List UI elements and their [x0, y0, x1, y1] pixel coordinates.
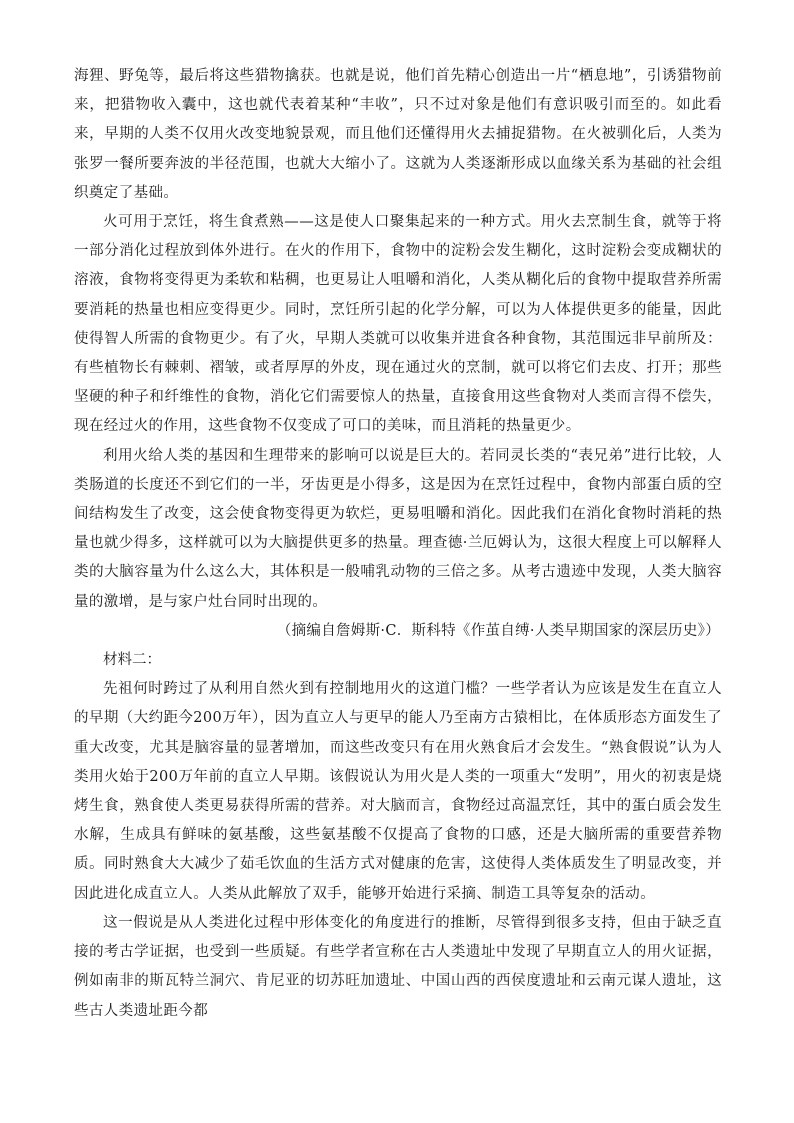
- paragraph-genes-physiology: 利用火给人类的基因和生理带来的影响可以说是巨大的。若同灵长类的“表兄弟”进行比较，人类肠道的长度还不到它们的一半，牙齿更是小得多，这是因为在烹饪过程中，食物内部蛋白质的空间结构发生了改变，这会使食物变得更为软烂，更易咀嚼和消化。因此我们在消化食物时消耗的热量也就少得多，这样就可以为大脑提供更多的热量。理查德·兰厄姆认为，这很大程度上可以解释人类的大脑容量为什么这么大，其体积是一般哺乳动物的三倍之多。从考古遗迹中发现，人类大脑容量的激增，是与家户灶台同时出现的。: [74, 447, 722, 610]
- paragraph-material1-continued: 海狸、野兔等，最后将这些猎物擒获。也就是说，他们首先精心创造出一片“栖息地”，引诱猎物前来，把猎物收入囊中，这也就代表着某种“丰收”，只不过对象是他们有意识吸引而至的。如此看来，早期的人类不仅用火改变地貌景观，而且他们还懂得用火去捕捉猎物。在火被驯化后，人类为张罗一餐所要奔波的半径范围，也就大大缩小了。这就为人类逐渐形成以血缘关系为基础的社会组织奠定了基础。: [74, 68, 722, 201]
- document-page: [74, 62, 722, 1026]
- paragraph-cooking: 火可用于烹饪，将生食煮熟——这是使人口聚集起来的一种方式。用火去烹制生食，就等于将一部分消化过程放到体外进行。在火的作用下，食物中的淀粉会发生糊化，这时淀粉会变成糊状的溶液，食物将变得更为柔软和粘稠，也更易让人咀嚼和消化，人类从糊化后的食物中提取营养所需要消耗的热量也相应变得更少。同时，烹饪所引起的化学分解，可以为人体提供更多的能量，因此使得智人所需的食物更少。有了火，早期人类就可以收集并进食各种食物，其范围远非早前所及：有些植物长有棘刺、褶皱，或者厚厚的外皮，现在通过火的烹制，就可以将它们去皮、打开；那些坚硬的种子和纤维性的食物，消化它们需要惊人的热量，直接食用这些食物对人类而言得不偿失，现在经过火的作用，这些食物不仅变成了可口的美味，而且消耗的热量更少。: [74, 214, 722, 435]
- paragraph-cooked-food-hypothesis: 先祖何时跨过了从利用自然火到有控制地用火的这道门槛？一些学者认为应该是发生在直立人的早期（大约距今200万年），因为直立人与更早的能人乃至南方古猿相比，在体质形态方面发生了重大改变，尤其是脑容量的显著增加，而这些改变只有在用火熟食后才会发生。“熟食假说”认为人类用火始于200万年前的直立人早期。该假说认为用火是人类的一项重大“发明”，用火的初衷是烧烤生食，熟食使人类更易获得所需的营养。对大脑而言，食物经过高温烹饪，其中的蛋白质会发生水解，生成具有鲜味的氨基酸，这些氨基酸不仅提高了食物的口感，还是大脑所需的重要营养物质。同时熟食大大减少了茹毛饮血的生活方式对健康的危害，这使得人类体质发生了明显改变，并因此进化成直立人。人类从此解放了双手，能够开始进行采摘、制造工具等复杂的活动。: [74, 681, 722, 902]
- paragraph-archaeological-evidence: 这一假说是从人类进化过程中形体变化的角度进行的推断，尽管得到很多支持，但由于缺乏直接的考古学证据，也受到一些质疑。有些学者宣称在古人类遗址中发现了早期直立人的用火证据，例如南非的斯瓦特兰洞穴、肯尼亚的切苏旺加遗址、中国山西的西侯度遗址和云南元谋人遗址，这些古人类遗址距今都: [74, 914, 722, 1019]
- material-two-heading: 材料二：: [103, 652, 161, 669]
- source-citation: （摘编自詹姆斯·C．斯科特《作茧自缚·人类早期国家的深层历史》）: [276, 622, 720, 639]
